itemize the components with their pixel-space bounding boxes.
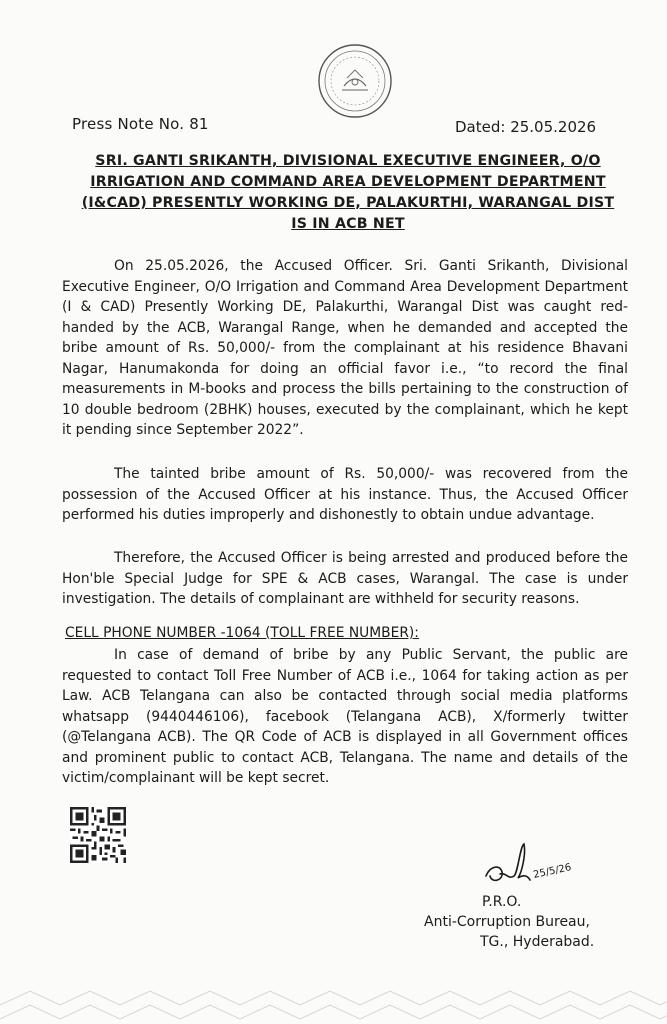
decorative-footer-pattern (0, 985, 667, 1024)
headline-line: (I&CAD) PRESENTLY WORKING DE, PALAKURTHI, WARANGAL DIST (81, 195, 615, 211)
headline-line: SRI. GANTI SRIKANTH, DIVISIONAL EXECUTIVE ENGINEER, O/O (95, 153, 601, 169)
paragraph-contact-info: In case of demand of bribe by any Public Servant, the public are requested to contact Toll Free Number of ACB i.e., 1064 for taking action as per Law. ACB Telangana can also be contacted through social media platforms whatsapp (9440446106), facebook (Telangana ACB), X/formerly twitter (@Telangana ACB). The QR Code of ACB is displayed in all Government offices and prominent public to contact ACB, Telangana. The name and details of the victim/complainant will be kept secret. (62, 647, 628, 786)
headline-line: IS IN ACB NET (291, 216, 405, 232)
signoff-location: TG., Hyderabad. (480, 934, 595, 950)
headline (62, 151, 634, 235)
signature-date: 25/5/26 (532, 862, 573, 881)
signoff-block (420, 892, 610, 952)
paragraph-recovery: The tainted bribe amount of Rs. 50,000/- was recovered from the possession of the Accused Officer at his instance. Thus, the Accused Officer performed his duties improperly and dishonestly to obtain undue advantage. (62, 466, 628, 523)
press-note-date: Dated: 25.05.2026 (455, 118, 597, 136)
headline-line: IRRIGATION AND COMMAND AREA DEVELOPMENT DEPARTMENT (90, 174, 606, 190)
government-seal-logo (316, 42, 394, 120)
toll-free-heading: CELL PHONE NUMBER -1064 (TOLL FREE NUMBER): (65, 625, 419, 641)
qr-code (70, 807, 126, 863)
press-note-number: Press Note No. 81 (72, 115, 209, 133)
signoff-designation: P.R.O. (482, 894, 522, 910)
paragraph-arrest-status: Therefore, the Accused Officer is being arrested and produced before the Hon'ble Special Judge for SPE & ACB cases, Warangal. The case is under investigation. The details of complainant are withheld for security reasons. (62, 550, 628, 607)
signoff-office: Anti-Corruption Bureau, (424, 914, 590, 930)
paragraph-arrest-details: On 25.05.2026, the Accused Officer. Sri. Ganti Srikanth, Divisional Executive Engineer, O/O Irrigation and Command Area Development Department (I & CAD) Presently Working DE, Palakurthi, Warangal Dist was caught red-handed by the ACB, Warangal Range, when he demanded and accepted the bribe amount of Rs. 50,000/- from the complainant at his residence Bhavani Nagar, Hanumakonda for doing an official favor i.e., “to record the final measurements in M-books and process the bills pertaining to the construction of 10 double bedroom (2BHK) houses, executed by the complainant, which he kept it pending since September 2022”. (62, 258, 628, 438)
